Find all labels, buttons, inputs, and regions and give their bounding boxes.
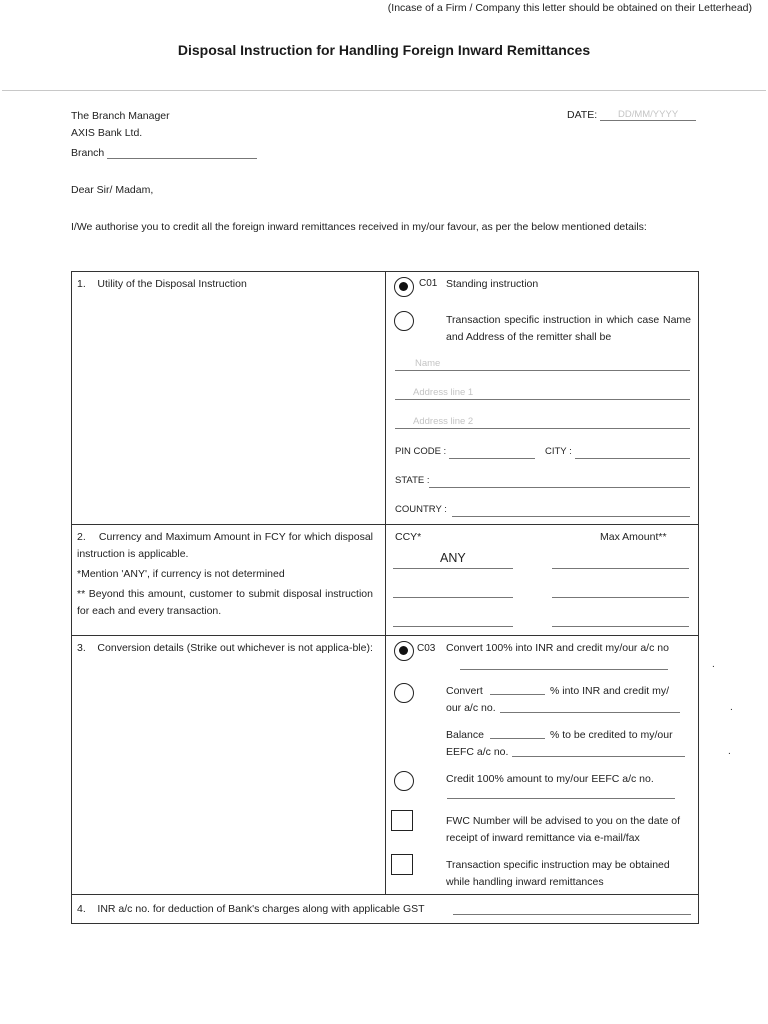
credit-100-eefc-radio[interactable] bbox=[394, 771, 414, 791]
dot-marker-3: . bbox=[728, 746, 731, 757]
ccy-value: ANY bbox=[440, 551, 466, 565]
date-row bbox=[567, 109, 696, 121]
state-input[interactable] bbox=[429, 487, 690, 488]
addressee-line1: The Branch Manager bbox=[71, 110, 170, 122]
balance-text-a: Balance bbox=[446, 729, 484, 741]
address1-input[interactable] bbox=[395, 399, 690, 400]
date-label: DATE: bbox=[567, 109, 598, 121]
ccy-input-2[interactable] bbox=[393, 597, 513, 598]
max-amount-input-1[interactable] bbox=[552, 568, 689, 569]
row-divider-3 bbox=[72, 894, 698, 895]
branch-label: Branch bbox=[71, 147, 105, 159]
section3-code: C03 bbox=[417, 643, 436, 654]
address1-placeholder: Address line 1 bbox=[413, 387, 474, 398]
state-label: STATE : bbox=[395, 475, 430, 486]
dot-marker-2: . bbox=[730, 702, 733, 713]
standing-instruction-label: Standing instruction bbox=[446, 278, 539, 290]
header-divider bbox=[2, 90, 766, 91]
section4-label: 4. INR a/c no. for deduction of Bank's charges along with applicable GST bbox=[77, 903, 425, 915]
pin-label: PIN CODE : bbox=[395, 446, 447, 457]
max-amount-input-3[interactable] bbox=[552, 626, 689, 627]
city-label: CITY : bbox=[545, 446, 572, 457]
transaction-specific-checkbox[interactable] bbox=[391, 854, 413, 875]
country-input[interactable] bbox=[452, 516, 690, 517]
convert-partial-account-input[interactable] bbox=[500, 712, 680, 713]
convert-100-inr-label: Convert 100% into INR and credit my/our a/c no bbox=[446, 642, 669, 654]
salutation: Dear Sir/ Madam, bbox=[71, 184, 154, 196]
convert-partial-text-a: Convert bbox=[446, 685, 483, 697]
address2-input[interactable] bbox=[395, 428, 690, 429]
fwc-number-label: FWC Number will be advised to you on the date of receipt of inward remittance via e-mail/fax bbox=[446, 815, 681, 844]
pin-input[interactable] bbox=[449, 458, 535, 459]
name-placeholder: Name bbox=[415, 358, 441, 369]
section1-label: 1. Utility of the Disposal Instruction bbox=[77, 278, 247, 290]
country-label: COUNTRY : bbox=[395, 504, 447, 515]
ccy-label: CCY* bbox=[395, 531, 422, 543]
credit-100-eefc-account-input[interactable] bbox=[447, 798, 675, 799]
branch-input[interactable] bbox=[107, 148, 257, 159]
column-divider bbox=[385, 272, 386, 894]
ccy-input-3[interactable] bbox=[393, 626, 513, 627]
name-input[interactable] bbox=[395, 370, 690, 371]
convert-partial-text-b: % into INR and credit my/ bbox=[550, 685, 670, 697]
transaction-specific-radio[interactable] bbox=[394, 311, 414, 331]
section2-label: 2. Currency and Maximum Amount in FCY for which disposal instruction is applicable. bbox=[77, 531, 376, 560]
section1-code: C01 bbox=[419, 278, 438, 289]
row-divider-1 bbox=[72, 524, 698, 525]
convert-partial-text-c: our a/c no. bbox=[446, 702, 496, 714]
transaction-specific-label: Transaction specific instruction in which case Name and Address of the remitter shall be bbox=[446, 314, 691, 343]
max-amount-input-2[interactable] bbox=[552, 597, 689, 598]
max-amount-label: Max Amount** bbox=[600, 531, 667, 543]
charges-account-input[interactable] bbox=[453, 914, 691, 915]
balance-eefc-account-input[interactable] bbox=[512, 756, 685, 757]
transaction-specific-checkbox-label: Transaction specific instruction may be obtained while handling inward remittances bbox=[446, 859, 670, 888]
balance-text-c: EEFC a/c no. bbox=[446, 746, 509, 758]
convert-100-inr-account-input[interactable] bbox=[460, 669, 668, 670]
dot-marker-1: . bbox=[712, 659, 715, 670]
intro-paragraph: I/We authorise you to credit all the foreign inward remittances received in my/our favour, as per the below mentioned details: bbox=[71, 221, 647, 233]
addressee-line2: AXIS Bank Ltd. bbox=[71, 127, 143, 139]
address2-placeholder: Address line 2 bbox=[413, 416, 474, 427]
section2-note2: ** Beyond this amount, customer to submit disposal instruction for each and every transaction. bbox=[77, 588, 373, 617]
ccy-input-1[interactable] bbox=[393, 568, 513, 569]
standing-instruction-radio[interactable] bbox=[394, 277, 414, 297]
instruction-table bbox=[71, 271, 733, 924]
fwc-number-checkbox[interactable] bbox=[391, 810, 413, 831]
date-input[interactable]: DD/MM/YYYY bbox=[600, 109, 696, 121]
row-divider-2 bbox=[72, 635, 698, 636]
balance-percent-input[interactable] bbox=[490, 738, 545, 739]
page-title: Disposal Instruction for Handling Foreign Inward Remittances bbox=[177, 42, 591, 58]
branch-row bbox=[71, 147, 257, 159]
letterhead-note: (Incase of a Firm / Company this letter should be obtained on their Letterhead) bbox=[387, 2, 752, 14]
convert-partial-radio[interactable] bbox=[394, 683, 414, 703]
section3-label: 3. Conversion details (Strike out whichever is not applica-ble): bbox=[77, 642, 373, 654]
section2-note1: *Mention 'ANY', if currency is not determined bbox=[77, 568, 285, 580]
convert-100-inr-radio[interactable] bbox=[394, 641, 414, 661]
balance-text-b: % to be credited to my/our bbox=[550, 729, 673, 741]
credit-100-eefc-label: Credit 100% amount to my/our EEFC a/c no. bbox=[446, 773, 654, 785]
convert-percent-input[interactable] bbox=[490, 694, 545, 695]
city-input[interactable] bbox=[575, 458, 690, 459]
